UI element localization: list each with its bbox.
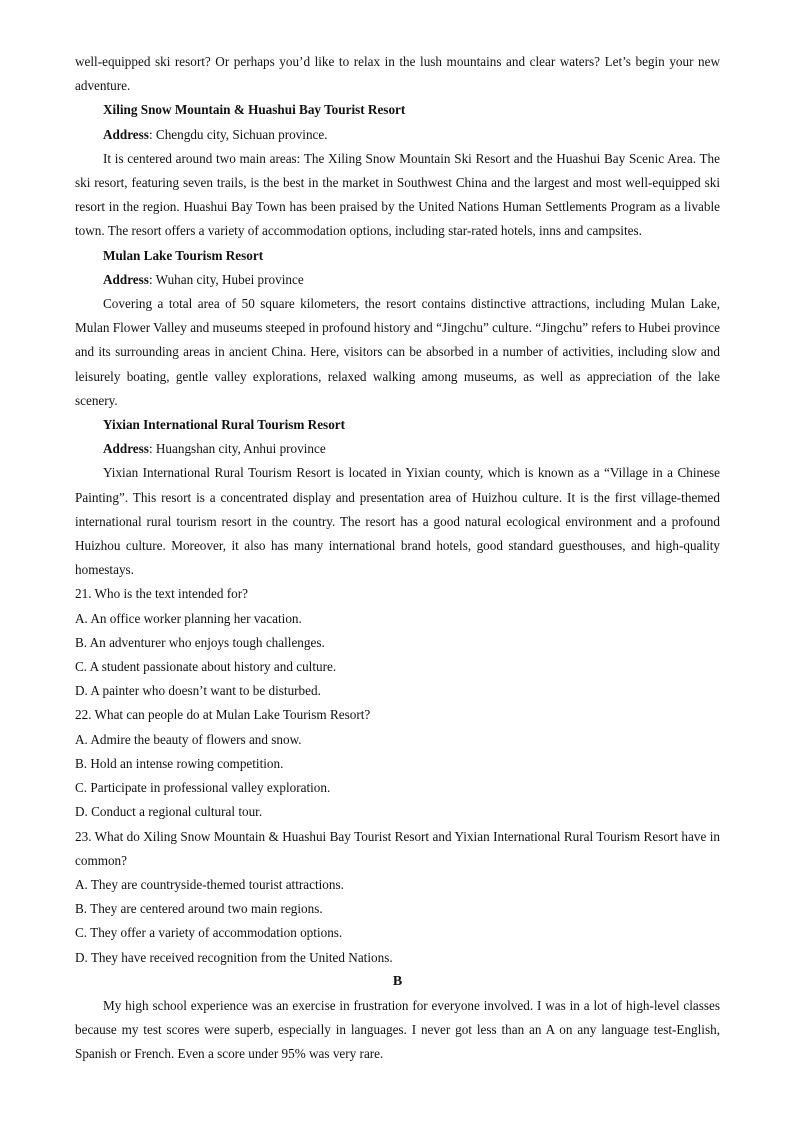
option-23-c: C. They offer a variety of accommodation options. <box>75 925 343 941</box>
resort-3-name: Yixian International Rural Tourism Resort <box>103 417 346 433</box>
option-22-d: D. Conduct a regional cultural tour. <box>75 804 263 820</box>
option-22-c: C. Participate in professional valley exploration. <box>75 780 331 796</box>
address-label: Address <box>103 271 149 287</box>
option-23-a: A. They are countryside-themed tourist attractions. <box>75 876 344 892</box>
option-21-b: B. An adventurer who enjoys tough challenges. <box>75 634 325 650</box>
option-21-c: C. A student passionate about history and culture. <box>75 659 337 675</box>
address-value: : Huangshan city, Anhui province <box>148 441 326 457</box>
option-21-a: A. An office worker planning her vacation. <box>75 610 302 626</box>
option-22-a: A. Admire the beauty of flowers and snow. <box>75 731 302 747</box>
resort-1-name: Xiling Snow Mountain & Huashui Bay Tourist Resort <box>103 102 406 118</box>
address-label: Address <box>103 126 149 142</box>
address-label: Address <box>103 441 149 457</box>
address-value: : Wuhan city, Hubei province <box>148 271 304 287</box>
section-b-paragraph: My high school experience was an exercise in frustration for everyone involved. I was in a lot of high-level classes because my test scores were superb, especially in languages. I never got less than an A on any language test-English, Spanish or French. Even a score under 95% was very rare. <box>75 997 720 1062</box>
section-b-title: B <box>392 973 403 989</box>
resort-3-address <box>75 437 720 461</box>
option-21-d: D. A painter who doesn’t want to be disturbed. <box>75 683 321 699</box>
resort-1-address <box>75 123 720 147</box>
question-22: 22. What can people do at Mulan Lake Tourism Resort? <box>75 707 371 723</box>
resort-1-description: It is centered around two main areas: The Xiling Snow Mountain Ski Resort and the Huashui Bay Scenic Area. The ski resort, featuring seven trails, is the best in the market in Southwest China and the largest and most well-equipped ski resort in the region. Huashui Bay Town has been praised by the United Nations Human Settlements Program as a livable town. The resort offers a variety of accommodation options, including star-rated hotels, inns and campsites. <box>75 150 720 239</box>
resort-3-description: Yixian International Rural Tourism Resort is located in Yixian county, which is known as a “Village in a Chinese Painting”. This resort is a concentrated display and presentation area of Huizhou culture. It is the first village-themed international rural tourism resort in the country. The resort has a good natural ecological environment and a profound Huizhou culture. Moreover, it also has many international brand hotels, good standard guesthouses, and high-quality homestays. <box>75 465 720 578</box>
resort-2-description: Covering a total area of 50 square kilometers, the resort contains distinctive attractions, including Mulan Lake, Mulan Flower Valley and museums steeped in profound history and “Jingchu” culture. “Jingchu” refers to Hubei province and its surrounding areas in ancient China. Here, visitors can be absorbed in a number of activities, including slow and leisurely boating, gentle valley explorations, relaxed walking among museums, as well as appreciation of the lake scenery. <box>75 296 720 408</box>
question-23: 23. What do Xiling Snow Mountain & Huashui Bay Tourist Resort and Yixian International Rural Tourism Resort have in common? <box>75 828 720 868</box>
address-value: : Chengdu city, Sichuan province. <box>148 126 328 142</box>
question-21: 21. Who is the text intended for? <box>75 586 248 602</box>
option-22-b: B. Hold an intense rowing competition. <box>75 755 284 771</box>
option-23-d: D. They have received recognition from the United Nations. <box>75 949 393 965</box>
option-23-b: B. They are centered around two main regions. <box>75 901 323 917</box>
intro-tail: well-equipped ski resort? Or perhaps you’d like to relax in the lush mountains and clear waters? Let’s begin your new adventure. <box>75 54 720 94</box>
resort-2-address <box>75 268 720 292</box>
resort-2-name: Mulan Lake Tourism Resort <box>103 247 264 263</box>
